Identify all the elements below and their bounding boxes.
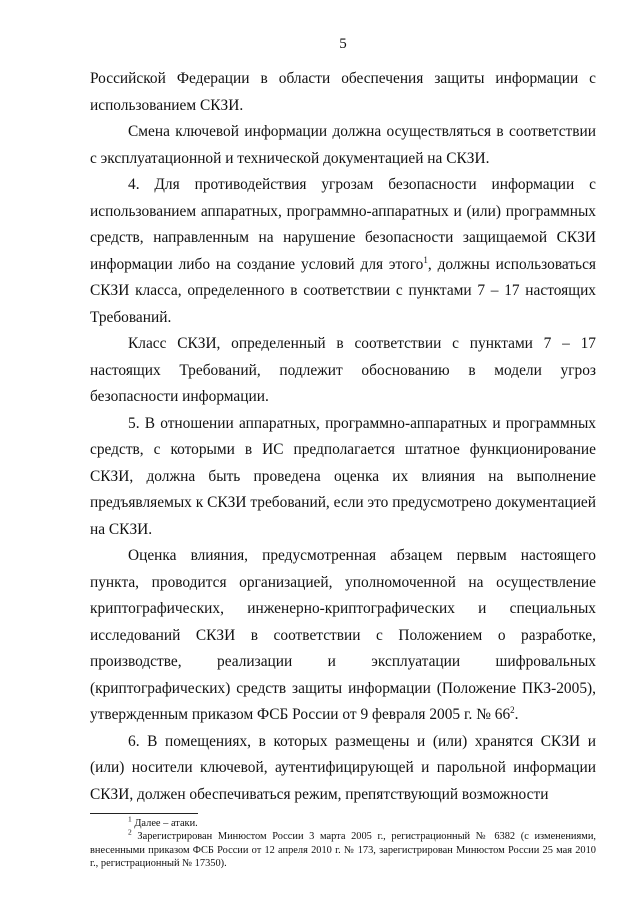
paragraph-text: 4. Для противодействия угрозам безопасности информации с использованием аппаратных, программно-аппаратных и (или) программных средств, направленным на нарушение безопасности защищаемой СКЗИ информации либо на создание условий для этого — [90, 176, 596, 273]
paragraph-item-4 — [90, 172, 596, 331]
paragraph-impact-assessment — [90, 543, 596, 729]
paragraph-text: Оценка влияния, предусмотренная абзацем первым настоящего пункта, проводится организацией, уполномоченной на осуществление криптографических, инженерно-криптографических и специальных исследований СКЗИ в соответствии с Положением о разработке, производстве, реализации и эксплуатации шифровальных (криптографических) средств защиты информации (Положение ПКЗ-2005), утвержденным приказом ФСБ России от 9 февраля 2005 г. № 66 — [90, 547, 596, 723]
footnote-mark: 1 — [128, 814, 132, 824]
paragraph-text: . — [514, 706, 519, 723]
page-number: 5 — [339, 36, 347, 52]
footnote-text: Зарегистрирован Минюстом России 3 марта 2005 г., регистрационный № 6382 (с изменениями, внесенными приказом ФСБ России от 12 апреля 2010 г. № 173, зарегистрирован Минюстом России 25 мая 2010 г., регистрационный № 17350). — [90, 831, 596, 870]
paragraph-continuation — [90, 66, 596, 119]
paragraph-class-justification — [90, 331, 596, 411]
paragraph-text: Российской Федерации в области обеспечения защиты информации с использованием СКЗИ. — [90, 70, 596, 114]
paragraph-item-5 — [90, 411, 596, 544]
footnote-mark: 2 — [128, 827, 132, 837]
footnote-1 — [90, 814, 596, 830]
paragraph-item-6 — [90, 729, 596, 809]
footnote-reference-2[interactable]: 2 — [510, 704, 515, 715]
footnote-divider — [90, 813, 198, 814]
footnote-2 — [90, 827, 596, 870]
footnote-text: Далее – атаки. — [131, 818, 198, 829]
footnotes-section — [90, 814, 596, 871]
paragraph-text: 6. В помещениях, в которых размещены и (или) хранятся СКЗИ и (или) носители ключевой, аутентифицирующей и парольной информации СКЗИ, должен обеспечиваться режим, препятствующий возможности — [90, 732, 596, 803]
paragraph-text: Смена ключевой информации должна осуществляться в соответствии с эксплуатационной и технической документацией на СКЗИ. — [90, 123, 596, 167]
footnote-reference-1[interactable]: 1 — [423, 254, 428, 265]
paragraph-text: 5. В отношении аппаратных, программно-аппаратных и программных средств, с которыми в ИС предполагается штатное функционирование СКЗИ, должна быть проведена оценка их влияния на выполнение предъявляемых к СКЗИ требований, если это предусмотрено документацией на СКЗИ. — [90, 414, 596, 538]
paragraph-text: , должны использоваться СКЗИ класса, определенного в соответствии с пунктами 7 – 17 настоящих Требований. — [90, 255, 596, 326]
body-text — [90, 66, 596, 808]
paragraph-text: Класс СКЗИ, определенный в соответствии с пунктами 7 – 17 настоящих Требований, подлежит обоснованию в модели угроз безопасности информации. — [90, 335, 596, 405]
paragraph-key-change — [90, 119, 596, 172]
